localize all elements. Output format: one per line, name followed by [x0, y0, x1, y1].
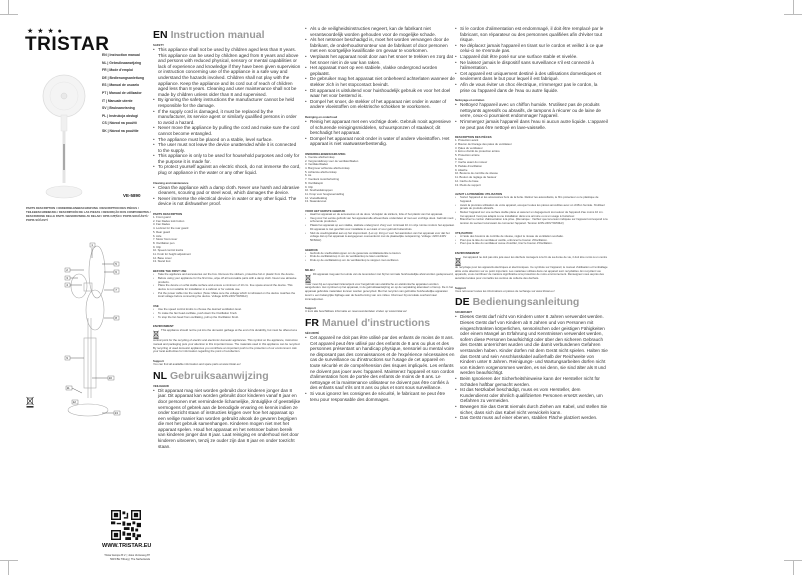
section-heading: ENVIRONMENT — [153, 324, 174, 329]
language-item: NL | Gebruiksaanwijzing — [102, 60, 142, 65]
crop-mark — [784, 14, 802, 15]
section-heading: UTILISATION — [455, 230, 473, 235]
cleaning-list-en: • Clean the appliance with a damp cloth. Never use harsh and abrasive cleaners, scouring pad or steel wool, which damages the device. • Never immerse the electrical device in water or any other liquid. The device is not dishwasher proof. — [153, 185, 301, 207]
diagram-label: 9 — [66, 356, 68, 361]
safety-list-de: • Dieses Gerät darf nicht von Kindern unter 8 Jahren verwendet werden. Dieses Gerät darf von Kindern ab 8 Jahren und von Personen mit eingeschränkten körperlichen, sensorischen oder geistigen Fähigkeiten oder einem Mangel an Erfahrung und Kenntnissen verwendet werden, sofern diese Personen beaufsichtigt oder über den sicheren Gebrauch des Geräts unterrichtet wurden und die damit verbundenen Gefahren verstanden haben. Kinder dürfen mit dem Gerät nicht spielen. Halten Sie das Gerät und sein Anschlusskabel außerhalb der Reichweite von Kindern unter 8 Jahren. Reinigungs- und Wartungsarbeiten dürfen nicht von Kindern vorgenommen werden, es sei denn, sie sind älter als 8 und werden beaufsichtigt. • Beim Ignorieren der Sicherheitshinweise kann der Hersteller nicht für Schäden haftbar gemacht werden. • Ist das Netzkabel beschädigt, muss es vom Hersteller, dem Kundendienst oder ähnlich qualifizierten Personen ersetzt werden, um Gefahren zu vermeiden. • Bewegen Sie das Gerät niemals durch Ziehen am Kabel, und stellen Sie sicher, dass sich das Kabel nicht verwickeln kann. • Das Gerät muss auf einer ebenen, stabilen Fläche platziert werden. — [455, 314, 608, 420]
safety-list-fr: • Cet appareil ne doit pas être utilisé par des enfants de moins de 8 ans. Cet appareil peut être utilisé par des enfants de 8 ans ou plus et des personnes présentant un handicap physique, sensoriel ou mental voire ne disposant pas des connaissances et de l'expérience nécessaires en cas de surveillance ou d'instructions sur l'usage de cet appareil en toute sécurité et de compréhension des risques impliqués. Les enfants ne doivent pas jouer avec l'appareil. Maintenez l'appareil et son cordon d'alimentation hors de portée des enfants de moins de 8 ans. Le nettoyage et la maintenance utilisateur ne doivent pas être confiés à des enfants sauf s'ils ont 8 ans ou plus et sont sous surveillance. • Si vous ignorez les consignes de sécurité, le fabricant ne peut être tenu pour responsable des dommages. — [305, 335, 455, 402]
logo-text: TRISTAR — [25, 34, 110, 55]
website-url: WWW.TRISTAR.EU — [102, 543, 152, 549]
language-item: PT | Manual de utilizador — [102, 90, 142, 95]
section-heading: USE — [153, 304, 159, 309]
logo-stars: ★ ★ ★ ● — [27, 28, 63, 35]
support-text-en: You can find all available information and spare parts at www.tristar.eu! — [153, 362, 241, 367]
diagram-label: 1 — [91, 243, 93, 248]
support-text-nl: U kunt alle beschikbare informatie en reserveonderdelen vinden op www.tristar.eu! — [305, 309, 407, 314]
section-heading: Support — [305, 306, 316, 311]
diagram-label: 12 — [72, 400, 76, 405]
section-heading: AVANT LA PREMIÈRE UTILISATION — [455, 192, 503, 197]
use-list-nl: • Gebruik de snelheidsknoppen om de gewenste ventilatiesterkte te kiezen. • Druk de oscillatieknop in om de ventilatorkop te laten oscilleren. • Druk op de oscillatieknop om de ventilatorkop te stoppen met oscilleren. — [305, 252, 455, 263]
diagram-label: 13 — [114, 411, 118, 416]
diagram-label: 3 — [66, 276, 68, 281]
section-heading: MILIEU — [305, 267, 315, 272]
language-item: EN | Instruction manual — [102, 53, 140, 57]
language-item: SV | Bruksanvisning — [102, 106, 135, 111]
diagram-label: 4 — [66, 283, 68, 288]
section-title-en: EN Instruction manual — [153, 29, 265, 41]
use-list-fr: • À l'aide des boutons de contrôle de vitesse, réglez le niveau de ventilation souhaité. • Pour que la tête du ventilateur oscille, enfoncez le bouton d'Oscillation. • Pour que la tête du ventilateur cesse d'osciller, tirez le bouton d'Oscillation. — [455, 235, 608, 246]
section-heading: PARTS DESCRIPTION — [153, 212, 183, 217]
language-item: ES | Manual de usuario — [102, 83, 140, 88]
diagram-label: 11 — [66, 386, 70, 391]
diagram-label: 6 — [115, 270, 117, 275]
language-item: FR | Mode d'emploi — [102, 68, 133, 73]
diagram-label: 10 — [108, 376, 112, 381]
cleaning-list-fr: • Nettoyez l'appareil avec un chiffon humide. N'utilisez pas de produits nettoyants agressifs ou abrasifs, de tampons à récurer ou de laine de verre, ceux-ci pourraient endommager l'appareil. • N'immergez jamais l'appareil dans l'eau ni aucun autre liquide. L'appareil ne peut pas être nettoyé en lave-vaisselle. — [455, 102, 608, 130]
diagram-label: 5 — [115, 262, 117, 267]
language-item: SK | Návod na použitie — [102, 128, 139, 133]
text-column-1 — [153, 26, 301, 449]
language-item: IT | Manuale utente — [102, 98, 133, 103]
diagram-label: 2 — [66, 268, 68, 273]
section-heading: Cleaning and maintenance — [153, 180, 189, 185]
language-list — [102, 52, 150, 136]
crop-mark — [793, 561, 794, 575]
parts-title: PARTS DESCRIPTION / ONDERDELENBESCHRIJVING / DESCRIPTION DES PIÈCES / TEILEBESCHREIBUNG / DESCRIPCIÓN DE LAS PIEZAS / DESCRIÇÃO DOS COMPONENTES / DESCRIZIONE DELLE PARTI / BESKRIVNING AV DELAR / OPIS CZĘŚCI / POPIS SOUČÁSTÍ / POPIS SÚČASTÍ — [26, 206, 151, 222]
parts-list-en: 1. Front guard 2. Fan blades lock button 3. Fan blades 4. Locknut for the rear guard 5. Rear guard 6. Axle 7. Motor front cover 8. Oscillation pen 9. Clip 10. Speed control knobs 11. Knob for height adjustment 12. Base cover 13. Stand foot — [153, 215, 191, 264]
parts-list-nl: 1. Voorste afschermkap 2. Vergrendelknop voor de ventilatorbladen 3. Ventilatorbladen 4. Borgmoer achterste afschermkap 5. Achterste afschermkap 6. As 7. Voorkant motorbehuizing 8. Oscillatiepin 9. Clip 10. Snelheidsknoppen 11. Knop voor hoogteverstelling 12. Voetafdekking 13. Staandervoet — [305, 154, 359, 204]
language-item: DE | Bedienungsanleitung — [102, 75, 145, 80]
diagram-label: 7 — [115, 288, 117, 293]
section-heading: VOOR HET EERSTE GEBRUIK — [305, 209, 346, 214]
section-heading: ENVIRONNEMENT — [455, 250, 480, 255]
section-heading: SÉCURITÉ — [305, 330, 320, 335]
section-title-de: DE Bedienungsanleitung — [455, 296, 580, 309]
text-column-3 — [455, 26, 608, 421]
safety-list-nl: • Dit apparaat mag niet worden gebruikt door kinderen jonger dan 8 jaar. Dit apparaat kan worden gebruikt door kinderen vanaf 8 jaar en door personen met verminderde lichamelijke, zintuiglijke of geestelijke vermogens of gebrek aan de benodigde ervaring en kennis indien ze onder toezicht staan of instructies krijgen over hoe het apparaat op een veilige manier kan worden gebruikt alsook de gevaren begrijpen die met het gebruik samenhangen. Kinderen mogen niet met het apparaat spelen. Houd het apparaat en het netsnoer buiten bereik van kinderen jonger dan 8 jaar. Laat reiniging en onderhoud niet door kinderen uitvoeren, tenzij ze ouder zijn dan 8 jaar en onder toezicht staan. — [153, 388, 301, 450]
section-heading: Nettoyage et entretien — [455, 98, 485, 103]
section-heading: SAFETY — [153, 43, 165, 47]
crop-mark — [8, 0, 9, 14]
environment-text-fr: Cet appareil ne doit pas être jeté avec les déchets ménagers à la fin de sa durée de vie, il doit être remis à un centre de recyclage pour les appareils électriques et électroniques. Ce symbole sur l'appareil, le manuel d'utilisation et l'emballage attire votre attention sur ce point important. Les matériaux utilisés dans cet appareil sont recyclables. En recyclant vos appareils, vous contribuez de manière significative à la protection de notre environnement. Renseignez-vous auprès des autorités locales pour connaître les centres de collecte des déchets. — [455, 254, 608, 281]
section-heading: Support — [455, 285, 466, 290]
brand-logo — [25, 28, 109, 55]
safety-list-fr-cont: • Si le cordon d'alimentation est endommagé, il doit être remplacé par le fabricant, son réparateur ou des personnes qualifiées afin d'éviter tout risque. • Ne déplacez jamais l'appareil en tirant sur le cordon et veillez à ce que celui-ci ne s'enroule pas. • L'appareil doit être posé sur une surface stable et nivelée. • Ne laissez jamais le dispositif sans surveillance s'il est connecté à l'alimentation. • Cet appareil est uniquement destiné à des utilisations domestiques et seulement dans le but pour lequel il est fabriqué. • Afin de vous éviter un choc électrique, n'immergez pas le cordon, la prise ou l'appareil dans de l'eau ou autre liquide. — [455, 26, 608, 93]
first-use-list-nl: • Haal het apparaat en de accessoires uit de doos. Verwijder de stickers, folie of het plastic van het apparaat. • Veeg voor het eerste gebruik van het apparaat alle afneembare onderdelen af met een vochtige doek. Gebruik nooit schurende producten. • Plaats het apparaat op een vlakke, stabiele ondergrond. Zorg voor minimaal 10 cm vrije ruimte rondom het apparaat. Dit apparaat is niet geschikt voor installatie in een kast of voor gebruik buitenshuis. • Sluit de voedingskabel aan op het stopcontact. (Let op: Zorg er voor het aansluiten van het apparaat voor dat het voltage dat op het apparaat is aangegeven overeenkomt met de plaatselijke netspanning. Voltage: 220V-240V 50/60Hz) — [305, 213, 455, 243]
section-heading: BEFORE THE FIRST USE — [153, 269, 187, 274]
crop-mark — [8, 561, 9, 575]
parts-list-fr: 1. Protection avant 2. Bouton de blocage des pales du ventilateur 3. Pales du ventilateur 4. Écrou d'arrêt de protection arrière 5. Protection arrière 6. Axe 7. Cache avant du moteur 8. Pédale d'oscillation 9. Attache 10. Boutons de contrôle de vitesse 11. Bouton de réglage de hauteur 12. Cache de base 13. Pieds de support — [455, 138, 512, 187]
crop-mark — [0, 14, 18, 15]
diagram-label: 8 — [115, 316, 117, 321]
environment-text-en: This appliance should not be put into the domestic garbage at the end of its durability, but must be offered at a central point for the recycling of electric and electronic domestic appliances. This symbol on the appliance, instruction manual and packaging puts your attention to this important issue. The materials used in this appliance can be recycled. By recycling of used domestic appliances you contribute an important push to the protection of our environment. Ask your local authorities for information regarding the point of recollection. — [153, 328, 301, 354]
first-use-list-fr: • Sortez l'appareil et les accessoires hors de la boîte. Retirez les autocollants, le film protecteur ou le plastique de l'appareil. • Avant la première utilisation de votre appareil, essuyez toutes les pièces amovibles avec un chiffon humide. N'utilisez jamais de produits abrasifs. • Mettez l'appareil sur une surface stable plane et assurez un dégagement tout autour de l'appareil d'au moins 10 cm. Cet appareil n'est pas adapté à une installation dans une armoire ou à un usage à l'extérieur. • Branchez le cordon d'alimentation à la prise. (Remarque : Vérifiez que la tension indiquée sur l'appareil correspond à la tension du secteur local avant de connecter l'appareil. Tension 220V-240V 50/60Hz) — [455, 196, 608, 226]
section-heading: Support — [153, 359, 164, 364]
fan-product-image — [42, 70, 94, 210]
first-use-list-en: • Take the appliance and accessories out the box. Remove the stickers, protective foil or plastic from the device. • Before using your appliance for the first time, wipe off all removable parts with a damp cloth. Never use abrasive products. • Place the device on a flat stable surface and ensure a minimum of 10 cm. free space around the device. This device is not suitable for installation in a cabinet or for outside use. • Put the power cable into the socket. (Note: Make sure the voltage which is indicated on the device matches the local voltage before connecting the device. Voltage 220V-240V 50/60Hz) — [153, 273, 301, 299]
crop-mark — [793, 0, 794, 14]
section-heading: ONDERDELENBESCHRIJVING — [305, 151, 346, 156]
support-text-fr: Vous retrouvez toutes les informations et pièces de rechange sur www.tristar.eu ! — [455, 288, 556, 293]
text-column-2 — [305, 26, 455, 402]
section-title-nl: NL Gebruiksaanwijzing — [153, 369, 269, 382]
qr-code — [111, 510, 141, 540]
safety-list-en: • This appliance shall not be used by children aged less than 8 years. This appliance can be used by children aged from 8 years and above and persons with reduced physical, sensory or mental capabilities or lack of experience and knowledge if they have been given supervision or instruction concerning use of the appliance in a safe way and understand the hazards involved. Children shall not play with the appliance. Keep the appliance and its cord out of reach of children aged less than 8 years. Cleaning and user maintenance shall not be made by children unless older than 8 and supervised. • By ignoring the safety instructions the manufacturer cannot be held responsible for the damage. • If the supply cord is damaged, it must be replaced by the manufacturer, its service agent or similarly qualified persons in order to avoid a hazard. • Never move the appliance by pulling the cord and make sure the cord cannot become entangled. • The appliance must be placed on a stable, level surface. • The user must not leave the device unattended while it is connected to the supply. • This appliance is only to be used for household purposes and only for the purpose it is made for. • To protect yourself against an electric shock, do not immerse the cord, plug or appliance in the water or any other liquid. — [153, 47, 301, 176]
language-item: CS | Návod na použití — [102, 121, 137, 126]
cover-column — [20, 18, 152, 561]
model-number: VE-5890 — [123, 193, 141, 198]
section-heading: DESCRIPTION DES PIÈCES — [455, 135, 492, 140]
weee-bin-icon — [26, 396, 34, 408]
language-item: PL | Instrukcja obsługi — [102, 113, 139, 118]
company-address: Tristar Europe B.V. | Jules Verneweg 87 5015 BH Tilburg | The Netherlands — [104, 554, 150, 561]
cleaning-list-nl: • Reinig het apparaat met een vochtige doek. Gebruik nooit agressieve of schurende reinigingsmiddelen, schuursponzen of staalwol; dit beschadigt het apparaat. • Dompel het apparaat nooit onder in water of andere vloeistoffen. Het apparaat is niet vaatwasserbestendig. — [305, 119, 455, 147]
safety-list-nl-cont: • Als u de veiligheidsinstructies negeert, kan de fabrikant niet verantwoordelijk worden gehouden voor de mogelijke schade. • Als het netsnoer beschadigd is, moet het worden vervangen door de fabrikant, de onderhoudsmonteur van de fabrikant of door personen met een soortgelijke kwalificatie om gevaar te voorkomen. • Verplaats het apparaat nooit door aan het snoer te trekken en zorg dat het snoer niet in de war kan raken. • Het apparaat moet op een stabiele, vlakke ondergrond worden geplaatst. • De gebruiker mag het apparaat niet onbeheerd achterlaten wanneer de stekker zich in het stopcontact bevindt. • Dit apparaat is uitsluitend voor huishoudelijk gebruik en voor het doel waar het voor bestemd is. • Dompel het snoer, de stekker of het apparaat niet onder in water of andere vloeistoffen om elektrische schokken te voorkomen. — [305, 26, 455, 110]
section-title-fr: FR Manuel d'instructions — [305, 316, 431, 329]
environment-text-nl: Dit apparaat mag aan het einde van de levensduur niet bij het normale huishoudelijke afval worden gedeponeerd, maar moet bij een speciaal inzamelpunt voor hergebruik van elektrische en elektronische apparaten worden aangeboden. Het symbool op het apparaat, in de gebruiksaanwijzing en op de verpakking attendeert u hierop. De in het apparaat gebruikte materialen kunnen worden gerecycled. Met het recyclen van gebruikte huishoudelijke apparaten levert u een belangrijke bijdrage aan de bescherming van ons milieu. Informeer bij uw lokale overheid naar inzamelpunten. — [305, 271, 454, 301]
section-heading: Reiniging en onderhoud — [305, 114, 338, 119]
section-heading: SICHERHEIT — [455, 310, 472, 315]
use-list-en: • Use the speed control knobs to choose the desired ventilation level. • To make the fan head oscillate, push down the Oscillation Knob. • To stop the fan head from oscillating, pull up the Oscillation Knob. — [153, 308, 301, 319]
section-heading: GEBRUIK — [305, 247, 318, 252]
section-heading: VEILIGHEID — [153, 383, 169, 388]
parts-diagram — [42, 228, 127, 453]
crop-mark — [0, 560, 18, 561]
